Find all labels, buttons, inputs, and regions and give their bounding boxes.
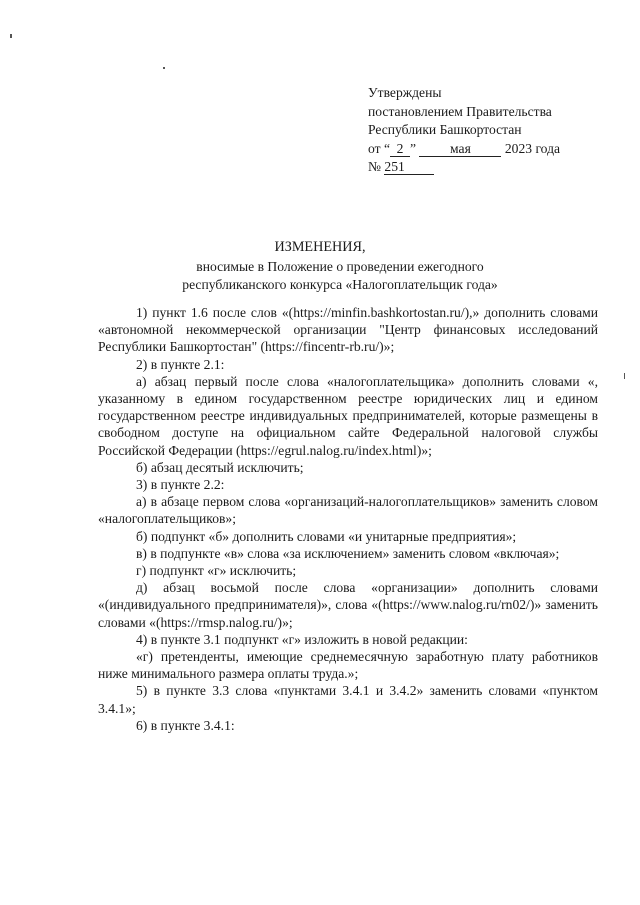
subtitle-line: вносимые в Положение о проведении ежегодного: [196, 259, 484, 274]
date-mid: ”: [410, 140, 417, 156]
subtitle-line: республиканского конкурса «Налогоплательщик года»: [182, 276, 498, 292]
scan-speck: [163, 67, 165, 69]
paragraph: б) подпункт «б» дополнить словами «и унитарные предприятия»;: [136, 528, 517, 544]
paragraph: 5) в пункте 3.3 слова «пунктами 3.4.1 и 3.4.2» заменить словами «пунктом 3.4.1»;: [98, 683, 598, 716]
paragraph: 6) в пункте 3.4.1:: [136, 717, 235, 733]
paragraph: 3) в пункте 2.2:: [136, 477, 225, 493]
date-prefix: от “: [368, 140, 390, 156]
approval-line: Республики Башкортостан: [368, 122, 522, 137]
paragraph: а) в абзаце первом слова «организаций-налогоплательщиков» заменить словом «налогоплательщиков»;: [98, 494, 598, 527]
paragraph: в) в подпункте «в» слова «за исключением» заменить словом «включая»;: [136, 545, 560, 561]
paragraph: 1) пункт 1.6 после слов «(https://minfin.bashkortostan.ru/),» дополнить словами «автономной некоммерческой организации "Центр финансовых исследований Республики Башкортостан" (https://fincentr-rb.ru/)»;: [98, 305, 598, 355]
paragraph: б) абзац десятый исключить;: [136, 459, 304, 475]
paragraph: а) абзац первый после слова «налогоплательщика» дополнить словами «, указанному в едином государственном реестре юридических лиц и едином государственном реестре индивидуальных предпринимателей, которые размещены в свободном доступе на официальном сайте Федеральной налоговой службы Российской Федерации (https://egrul.nalog.ru/index.html)»;: [98, 373, 598, 458]
approval-date: [368, 140, 560, 159]
date-month: мая: [419, 142, 501, 157]
date-day: 2: [390, 142, 410, 157]
paragraph: д) абзац восьмой после слова «организации» дополнить словами «(индивидуального предпринимателя)», слова «(https://www.nalog.ru/rn02/)» заменить словами «(https://rmsp.nalog.ru/)»;: [98, 580, 598, 630]
paragraph: 2) в пункте 2.1:: [136, 356, 225, 372]
approval-line: постановлением Правительства: [368, 103, 552, 119]
approval-stamp: [368, 84, 560, 177]
paragraph: г) подпункт «г» исключить;: [136, 563, 297, 579]
document-subtitle: [110, 258, 570, 293]
approval-number: [368, 158, 560, 177]
date-year: 2023 года: [504, 140, 561, 156]
approval-line: Утверждены: [368, 85, 442, 100]
number-value: 251: [384, 160, 434, 175]
document-body: [98, 304, 598, 734]
scan-speck: [624, 373, 625, 379]
number-prefix: №: [368, 159, 381, 174]
paragraph: «г) претенденты, имеющие среднемесячную заработную плату работников ниже минимального размера оплаты труда.»;: [98, 649, 598, 682]
document-title: ИЗМЕНЕНИЯ,: [274, 239, 366, 255]
paragraph: 4) в пункте 3.1 подпункт «г» изложить в новой редакции:: [136, 631, 468, 647]
scan-speck: [10, 34, 12, 38]
